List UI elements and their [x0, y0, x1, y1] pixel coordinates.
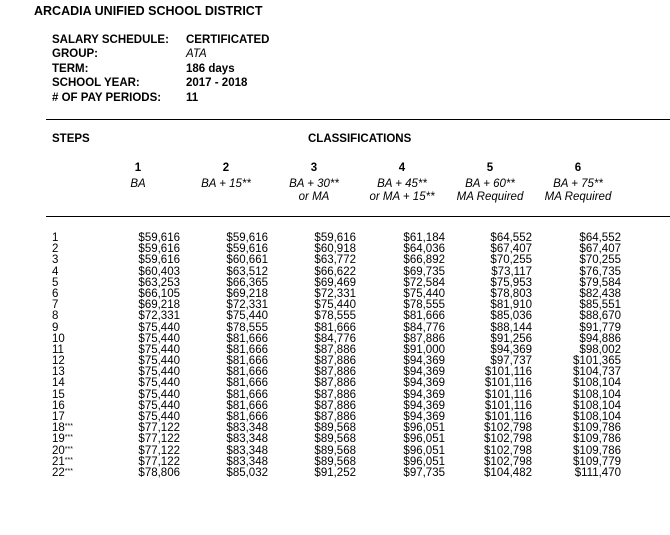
salary-table-body: [0, 233, 670, 479]
table-row: [0, 311, 670, 322]
salary-cell-col-1: $78,806: [138, 466, 180, 479]
col-6-label: [523, 178, 633, 204]
salary-cell-col-5: $102,798: [484, 422, 532, 435]
salary-cell-col-3: $69,469: [314, 276, 356, 289]
salary-cell-col-4: $97,735: [403, 466, 445, 479]
salary-cell-col-6: $98,002: [579, 343, 621, 356]
salary-cell-col-5: $102,798: [484, 433, 532, 446]
salary-cell-col-5: $101,116: [484, 411, 532, 423]
salary-cell-col-4: $94,369: [403, 355, 445, 368]
salary-cell-col-2: $59,616: [226, 243, 268, 256]
salary-cell-col-2: $69,218: [226, 287, 268, 300]
salary-cell-col-4: $69,735: [403, 265, 445, 278]
salary-cell-col-6: $101,365: [573, 355, 621, 368]
salary-cell-col-5: $97,737: [490, 355, 532, 368]
step-number: 9: [52, 321, 59, 334]
school-year-value: 2017 - 2018: [186, 77, 248, 89]
salary-cell-col-5: $101,116: [484, 377, 532, 390]
salary-cell-col-4: $64,036: [403, 243, 445, 256]
salary-cell-col-3: $87,886: [314, 343, 356, 356]
step-number: 2: [52, 243, 59, 256]
col-6-number: 6: [574, 162, 582, 174]
col-3-line1: BA + 30**: [289, 178, 339, 190]
col-5-number: 5: [486, 162, 494, 174]
salary-cell-col-5: $88,144: [490, 321, 532, 334]
salary-cell-col-1: $75,440: [138, 355, 180, 368]
salary-cell-col-1: $75,440: [138, 399, 180, 412]
salary-cell-col-2: $83,348: [226, 422, 268, 435]
salary-cell-col-1: $69,218: [138, 299, 180, 312]
salary-cell-col-4: $94,369: [403, 411, 445, 423]
salary-cell-col-5: $91,256: [490, 332, 532, 345]
col-5-line1: BA + 60**: [465, 178, 515, 190]
salary-cell-col-3: $66,622: [314, 265, 356, 278]
salary-cell-col-1: $77,122: [138, 433, 180, 446]
salary-cell-col-1: $75,440: [138, 343, 180, 356]
salary-cell-col-4: $94,369: [403, 377, 445, 390]
salary-cell-col-4: $94,369: [403, 388, 445, 401]
step-footnote-mark: ***: [64, 434, 73, 442]
col-2-line1: BA + 15**: [201, 178, 251, 190]
step-number: 19: [52, 433, 65, 446]
step-number: 13: [52, 366, 65, 379]
salary-cell-col-6: $94,886: [579, 332, 621, 345]
salary-cell-col-6: $67,407: [579, 243, 621, 256]
salary-cell-col-1: $60,403: [138, 265, 180, 278]
salary-cell-col-3: $89,568: [314, 422, 356, 435]
salary-cell-col-5: $64,552: [490, 232, 532, 244]
salary-cell-col-4: $91,000: [403, 343, 445, 356]
salary-cell-col-5: $75,953: [490, 276, 532, 289]
salary-cell-col-2: $66,365: [226, 276, 268, 289]
step-footnote-mark: ***: [64, 456, 73, 464]
col-4-line2: or MA + 15**: [369, 191, 435, 203]
col-1-number: 1: [134, 162, 142, 174]
step-number: 10: [52, 332, 65, 345]
salary-cell-col-5: $101,116: [484, 399, 532, 412]
salary-cell-col-3: $89,568: [314, 444, 356, 457]
salary-cell-col-3: $89,568: [314, 455, 356, 468]
steps-header: STEPS: [52, 133, 90, 145]
salary-cell-col-1: $75,440: [138, 411, 180, 423]
table-row: [0, 255, 670, 266]
step-number: 6: [52, 287, 59, 300]
salary-cell-col-1: $75,440: [138, 388, 180, 401]
salary-cell-col-2: $83,348: [226, 444, 268, 457]
salary-cell-col-1: $75,440: [138, 332, 180, 345]
salary-cell-col-4: $66,892: [403, 254, 445, 267]
header-divider: [46, 216, 670, 217]
salary-cell-col-2: $81,666: [226, 399, 268, 412]
salary-cell-col-4: $96,051: [403, 433, 445, 446]
step-number: 8: [52, 310, 59, 323]
salary-cell-col-6: $88,670: [579, 310, 621, 323]
salary-cell-col-2: $81,666: [226, 343, 268, 356]
salary-cell-col-4: $96,051: [403, 422, 445, 435]
salary-cell-col-6: $109,786: [573, 444, 621, 457]
step-number: 18: [52, 422, 65, 435]
salary-cell-col-2: $81,666: [226, 332, 268, 345]
pay-periods-value: 11: [186, 92, 199, 104]
step-number: 20: [52, 444, 65, 457]
step-cell: [52, 468, 73, 479]
classifications-header: CLASSIFICATIONS: [308, 133, 412, 145]
col-4-number: 4: [398, 162, 406, 174]
salary-cell-col-5: $94,369: [490, 343, 532, 356]
salary-cell-col-6: $108,104: [573, 388, 621, 401]
school-year-label: SCHOOL YEAR:: [52, 77, 140, 89]
step-number: 17: [52, 411, 65, 423]
salary-cell-col-6: $108,104: [573, 399, 621, 412]
col-1-line1: BA: [130, 178, 146, 190]
salary-cell-col-6: $109,786: [573, 422, 621, 435]
salary-cell-col-5: $73,117: [491, 265, 532, 278]
salary-cell-col-6: $85,551: [579, 299, 621, 312]
top-divider: [46, 119, 670, 120]
col-5-line2: MA Required: [456, 191, 524, 203]
table-row: [0, 468, 670, 479]
salary-cell-col-4: $96,051: [403, 455, 445, 468]
step-number: 12: [52, 355, 65, 368]
step-footnote-mark: ***: [64, 445, 73, 453]
salary-cell-col-5: $101,116: [484, 366, 532, 379]
salary-cell-col-6: $70,255: [579, 254, 621, 267]
salary-cell-col-3: $84,776: [314, 332, 356, 345]
salary-cell-col-3: $75,440: [314, 299, 356, 312]
salary-cell-col-4: $94,369: [403, 399, 445, 412]
salary-cell-col-2: $75,440: [226, 310, 268, 323]
salary-cell-col-5: $104,482: [484, 466, 532, 479]
salary-cell-col-5: $102,798: [484, 455, 532, 468]
salary-cell-col-3: $78,555: [314, 310, 356, 323]
salary-cell-col-1: $66,105: [138, 287, 180, 300]
term-label: TERM:: [52, 63, 89, 75]
salary-cell-col-5: $102,798: [484, 444, 532, 457]
salary-cell-col-1: $72,331: [138, 310, 180, 323]
step-number: 5: [52, 276, 59, 289]
salary-cell-col-5: $101,116: [484, 388, 532, 401]
term-value: 186 days: [186, 63, 235, 75]
salary-cell-col-2: $63,512: [226, 265, 268, 278]
step-number: 7: [52, 299, 59, 312]
salary-cell-col-6: $91,779: [579, 321, 621, 334]
salary-cell-col-1: $77,122: [138, 455, 180, 468]
salary-cell-col-6: $79,584: [579, 276, 621, 289]
salary-cell-col-3: $87,886: [314, 388, 356, 401]
col-3-number: 3: [310, 162, 318, 174]
salary-cell-col-5: $85,036: [490, 310, 532, 323]
step-number: 4: [52, 265, 59, 278]
step-number: 1: [52, 232, 59, 244]
step-number: 14: [52, 377, 65, 390]
salary-cell-col-4: $81,666: [403, 310, 445, 323]
group-label: GROUP:: [52, 48, 98, 60]
salary-cell-col-5: $70,255: [490, 254, 532, 267]
salary-cell-col-1: $77,122: [138, 444, 180, 457]
salary-cell-col-2: $78,555: [226, 321, 268, 334]
salary-cell-col-6: $76,735: [579, 265, 621, 278]
salary-cell-col-3: $72,331: [314, 287, 356, 300]
salary-cell-col-6: $108,104: [573, 377, 621, 390]
col-6-line1: BA + 75**: [553, 178, 603, 190]
table-row: [0, 378, 670, 389]
step-number: 3: [52, 254, 59, 267]
col-6-line2: MA Required: [544, 191, 612, 203]
pay-periods-label: # OF PAY PERIODS:: [52, 92, 162, 104]
step-number: 11: [52, 343, 64, 356]
col-2-number: 2: [222, 162, 230, 174]
table-row: [0, 323, 670, 334]
salary-cell-col-2: $81,666: [226, 355, 268, 368]
salary-cell-col-6: $111,470: [574, 466, 621, 479]
salary-cell-col-4: $61,184: [403, 232, 445, 244]
salary-cell-col-2: $85,032: [226, 466, 268, 479]
table-row: [0, 434, 670, 445]
salary-cell-col-2: $59,616: [226, 232, 268, 244]
salary-cell-col-1: $59,616: [138, 232, 180, 244]
salary-cell-col-2: $81,666: [226, 366, 268, 379]
col-4-line1: BA + 45**: [377, 178, 427, 190]
salary-cell-col-1: $63,253: [138, 276, 180, 289]
step-number: 22: [52, 466, 65, 479]
salary-cell-col-1: $75,440: [138, 377, 180, 390]
salary-cell-col-6: $108,104: [573, 411, 621, 423]
salary-cell-col-4: $94,369: [403, 366, 445, 379]
salary-cell-col-3: $87,886: [314, 366, 356, 379]
salary-cell-col-2: $83,348: [226, 455, 268, 468]
step-number: 21: [52, 455, 65, 468]
salary-cell-col-4: $84,776: [403, 321, 445, 334]
salary-cell-col-3: $87,886: [314, 377, 356, 390]
salary-cell-col-1: $75,440: [138, 321, 180, 334]
salary-cell-col-4: $78,555: [403, 299, 445, 312]
salary-cell-col-5: $67,407: [490, 243, 532, 256]
step-number: 15: [52, 388, 65, 401]
salary-cell-col-6: $64,552: [579, 232, 621, 244]
salary-cell-col-4: $87,886: [403, 332, 445, 345]
salary-schedule-label: SALARY SCHEDULE:: [52, 34, 169, 46]
group-value: ATA: [186, 48, 207, 60]
salary-schedule-value: CERTIFICATED: [186, 34, 270, 46]
salary-cell-col-2: $72,331: [226, 299, 268, 312]
salary-cell-col-1: $59,616: [138, 243, 180, 256]
salary-cell-col-5: $78,803: [490, 287, 532, 300]
salary-cell-col-3: $60,918: [314, 243, 356, 256]
salary-cell-col-2: $81,666: [226, 377, 268, 390]
district-title: ARCADIA UNIFIED SCHOOL DISTRICT: [34, 4, 263, 18]
salary-cell-col-3: $91,252: [314, 466, 356, 479]
salary-cell-col-3: $87,886: [314, 411, 356, 423]
step-number: 16: [52, 399, 65, 412]
salary-cell-col-3: $87,886: [314, 399, 356, 412]
salary-cell-col-6: $82,438: [579, 287, 621, 300]
step-footnote-mark: ***: [64, 467, 73, 475]
salary-cell-col-6: $109,786: [573, 433, 621, 446]
salary-cell-col-1: $59,616: [138, 254, 180, 267]
salary-cell-col-1: $77,122: [138, 422, 180, 435]
salary-cell-col-1: $75,440: [138, 366, 180, 379]
salary-cell-col-5: $81,910: [490, 299, 532, 312]
salary-cell-col-6: $109,779: [573, 455, 621, 468]
salary-cell-col-3: $63,772: [314, 254, 356, 267]
salary-cell-col-2: $81,666: [226, 388, 268, 401]
salary-cell-col-4: $75,440: [403, 287, 445, 300]
salary-cell-col-3: $87,886: [314, 355, 356, 368]
salary-cell-col-4: $72,584: [403, 276, 445, 289]
salary-cell-col-2: $60,661: [226, 254, 268, 267]
salary-cell-col-4: $96,051: [403, 444, 445, 457]
step-footnote-mark: ***: [64, 423, 73, 431]
salary-cell-col-6: $104,737: [573, 366, 621, 379]
salary-cell-col-2: $81,666: [226, 411, 268, 423]
salary-cell-col-3: $59,616: [314, 232, 356, 244]
salary-cell-col-3: $81,666: [314, 321, 356, 334]
col-3-line2: or MA: [298, 191, 330, 203]
salary-cell-col-3: $89,568: [314, 433, 356, 446]
salary-cell-col-2: $83,348: [226, 433, 268, 446]
